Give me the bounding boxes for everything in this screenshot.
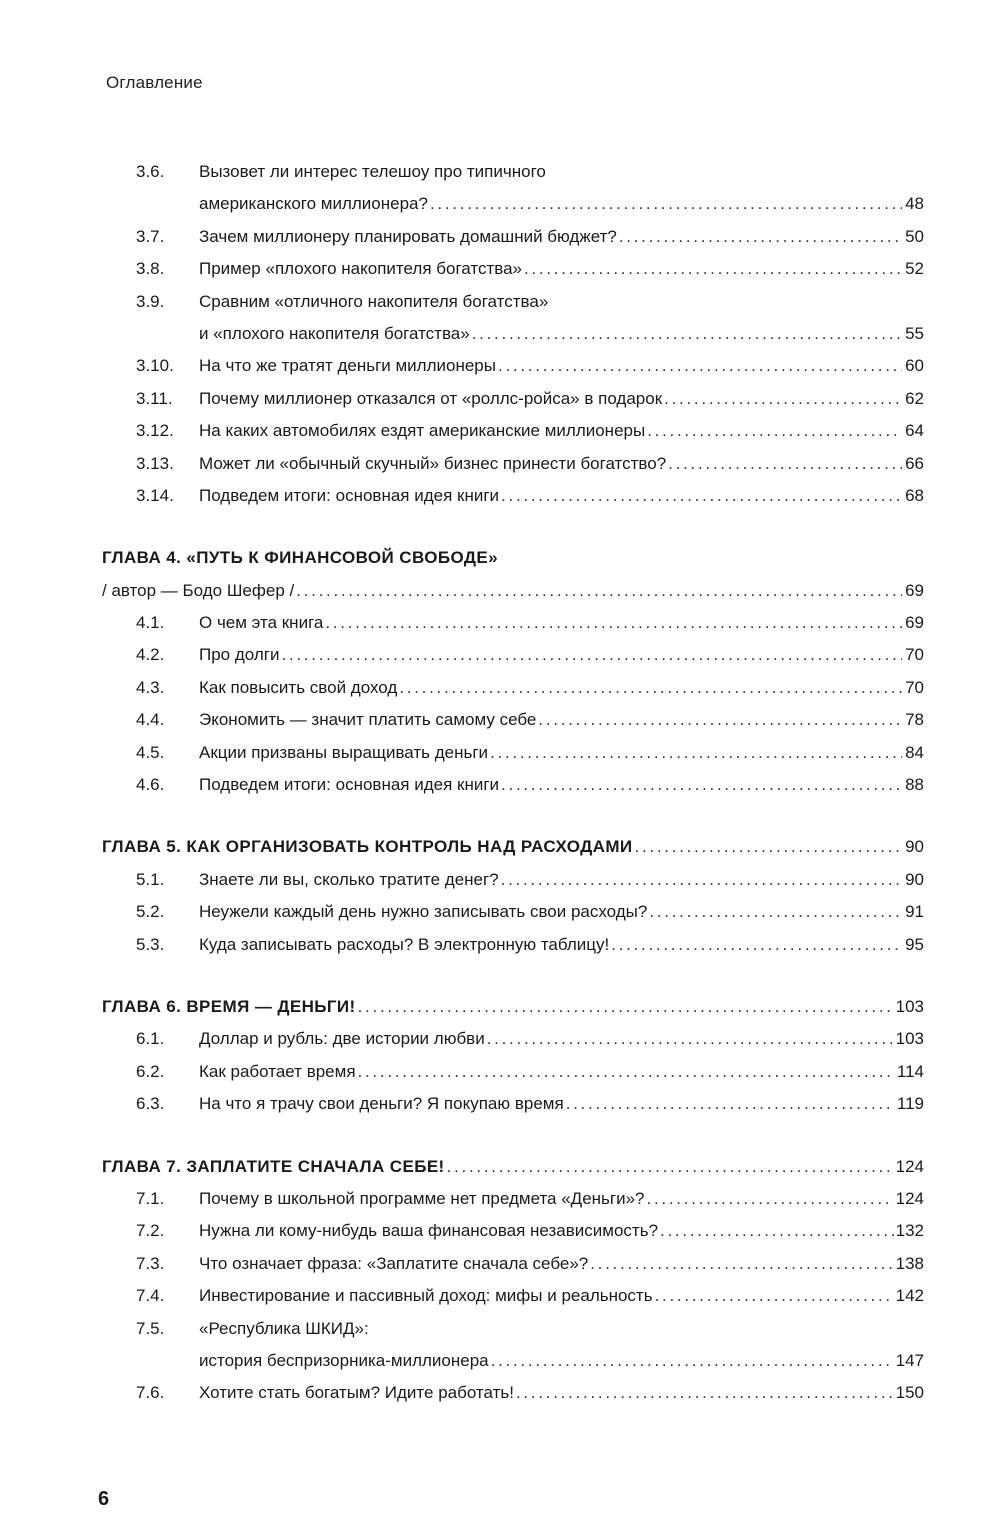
section-number: 3.10. [136, 356, 174, 376]
chapter-heading[interactable]: ГЛАВА 5 . КАК ОРГАНИЗОВАТЬ КОНТРОЛЬ НАД РАСХОДАМИ . . . 90 [102, 831, 924, 863]
section-number: 3.11. [136, 388, 173, 408]
section-title: На что же тратят деньги миллионеры [199, 356, 496, 376]
leader-dots [649, 896, 902, 928]
page-ref: 90 [905, 837, 924, 857]
leader-dots [498, 350, 902, 382]
leader-dots [647, 415, 902, 447]
section-number: 4.6. [136, 775, 165, 795]
section-number: 7.6. [136, 1383, 165, 1403]
leader-dots [472, 318, 902, 350]
running-head: Оглавление [106, 73, 203, 92]
chapter-heading[interactable]: ГЛАВА 6 . ВРЕМЯ — ДЕНЬГИ! . . . 103 [102, 991, 924, 1023]
toc-entry[interactable] [102, 1183, 924, 1215]
page-ref: 64 [905, 421, 924, 441]
leader-dots [566, 1088, 895, 1120]
section-number: 6.2. [136, 1061, 165, 1081]
leader-dots [635, 831, 902, 863]
toc-entry[interactable] [102, 1248, 924, 1280]
table-of-contents [102, 156, 924, 1440]
page-ref: 138 [895, 1253, 924, 1273]
section-title: Знаете ли вы, сколько тратите денег? [199, 869, 499, 889]
page-ref: 103 [895, 1029, 924, 1049]
page-ref: 114 [896, 1061, 924, 1081]
section-number: 3.14. [136, 485, 174, 505]
chapter-3-sections [102, 156, 924, 512]
toc-entry[interactable] [102, 1313, 924, 1345]
section-title: история беспризорника-миллионера [199, 1350, 489, 1370]
toc-entry-continuation[interactable] [102, 188, 924, 220]
toc-entry[interactable] [102, 383, 924, 415]
section-title: Что означает фраза: «Заплатите сначала себе»? [199, 1253, 589, 1273]
leader-dots [655, 1280, 894, 1312]
chapter-heading[interactable]: ГЛАВА 7 . ЗАПЛАТИТЕ СНАЧАЛА СЕБЕ! . . . 124 [102, 1151, 924, 1183]
section-number: 5.3. [136, 934, 165, 954]
section-title: О чем эта книга [199, 613, 324, 633]
toc-entry-continuation[interactable] [102, 318, 924, 350]
toc-entry[interactable] [102, 704, 924, 736]
leader-dots [490, 737, 902, 769]
page-ref: 119 [896, 1094, 924, 1114]
page-ref: 124 [895, 1156, 924, 1176]
page-ref: 55 [905, 323, 924, 343]
leader-dots [358, 991, 894, 1023]
leader-dots [619, 221, 902, 253]
leader-dots [664, 383, 902, 415]
author-line: / автор — Бодо Шефер / [102, 580, 295, 600]
leader-dots [281, 639, 902, 671]
toc-entry[interactable] [102, 1215, 924, 1247]
section-title: Акции призваны выращивать деньги [199, 742, 489, 762]
page-ref: 69 [905, 580, 924, 600]
page-ref: 70 [905, 645, 924, 665]
section-number: 4.5. [136, 742, 165, 762]
section-title: Экономить — значит платить самому себе [199, 710, 537, 730]
toc-entry[interactable] [102, 929, 924, 961]
page-ref: 66 [905, 453, 924, 473]
leader-dots [487, 1023, 894, 1055]
section-number: 3.13. [136, 453, 174, 473]
page-ref: 88 [905, 775, 924, 795]
section-number: 7.5. [136, 1318, 165, 1338]
page-ref: 142 [895, 1286, 924, 1306]
toc-entry[interactable] [102, 672, 924, 704]
section-title: Пример «плохого накопителя богатства» [199, 259, 522, 279]
leader-dots [660, 1215, 894, 1247]
toc-entry[interactable] [102, 607, 924, 639]
section-title: Неужели каждый день нужно записывать свои расходы? [199, 902, 648, 922]
page-ref: 103 [895, 996, 924, 1016]
page-ref: 147 [895, 1350, 924, 1370]
section-number: 7.2. [136, 1221, 165, 1241]
toc-entry[interactable] [102, 221, 924, 253]
page-ref: 68 [905, 485, 924, 505]
section-title: Как работает время [199, 1061, 356, 1081]
toc-entry-continuation[interactable] [102, 1345, 924, 1377]
leader-dots [647, 1183, 894, 1215]
leader-dots [296, 575, 902, 607]
section-number: 4.2. [136, 645, 165, 665]
toc-entry[interactable] [102, 1056, 924, 1088]
toc-entry[interactable] [102, 350, 924, 382]
section-number: 7.1. [136, 1188, 165, 1208]
page-ref: 52 [905, 259, 924, 279]
toc-entry[interactable] [102, 1377, 924, 1409]
toc-entry[interactable] [102, 639, 924, 671]
chapter-title: «ПУТЬ К ФИНАНСОВОЙ СВОБОДЕ» [186, 548, 498, 568]
toc-entry[interactable] [102, 415, 924, 447]
page-ref: 95 [905, 934, 924, 954]
section-title: Инвестирование и пассивный доход: мифы и реальность [199, 1286, 653, 1306]
toc-entry[interactable] [102, 253, 924, 285]
toc-entry[interactable] [102, 156, 924, 188]
section-number: 3.6. [136, 162, 165, 181]
chapter-label: ГЛАВА 5 [102, 837, 177, 857]
section-number: 3.9. [136, 291, 165, 311]
leader-dots [611, 929, 902, 961]
leader-dots [516, 1377, 894, 1409]
page-ref: 70 [905, 677, 924, 697]
toc-entry[interactable] [102, 737, 924, 769]
section-title: Почему миллионер отказался от «роллс-ройса» в подарок [199, 388, 663, 408]
leader-dots [491, 1345, 894, 1377]
section-title: и «плохого накопителя богатства» [199, 323, 470, 343]
toc-entry[interactable] [102, 864, 924, 896]
section-title: Хотите стать богатым? Идите работать! [199, 1383, 514, 1403]
section-title: Куда записывать расходы? В электронную таблицу! [199, 934, 610, 954]
page-ref: 124 [895, 1188, 924, 1208]
section-title: «Республика ШКИД»: [199, 1318, 369, 1338]
section-title: Зачем миллионеру планировать домашний бюджет? [199, 226, 617, 246]
leader-dots [447, 1151, 894, 1183]
section-number: 7.3. [136, 1253, 165, 1273]
section-number: 5.2. [136, 902, 165, 922]
section-number: 4.1. [136, 613, 165, 633]
leader-dots [501, 480, 902, 512]
toc-entry[interactable] [102, 448, 924, 480]
toc-entry[interactable] [102, 769, 924, 801]
toc-entry[interactable] [102, 480, 924, 512]
section-number: 3.7. [136, 226, 165, 246]
page-ref: 50 [905, 226, 924, 246]
section-number: 3.8. [136, 259, 165, 279]
section-title: Как повысить свой доход [199, 677, 398, 697]
section-title: Вызовет ли интерес телешоу про типичного [199, 162, 546, 181]
section-title: американского миллионера? [199, 194, 428, 214]
page-ref: 48 [905, 194, 924, 214]
toc-entry[interactable] [102, 1088, 924, 1120]
chapter-title: КАК ОРГАНИЗОВАТЬ КОНТРОЛЬ НАД РАСХОДАМИ [186, 837, 633, 857]
page-ref: 91 [905, 902, 924, 922]
chapter-label: ГЛАВА 7 [102, 1156, 177, 1176]
leader-dots [524, 253, 902, 285]
page-ref: 69 [905, 613, 924, 633]
section-title: Почему в школьной программе нет предмета «Деньги»? [199, 1188, 645, 1208]
section-title: Подведем итоги: основная идея книги [199, 775, 500, 795]
section-title: Может ли «обычный скучный» бизнес принести богатство? [199, 453, 667, 473]
section-title: Подведем итоги: основная идея книги [199, 485, 500, 505]
chapter-heading[interactable]: ГЛАВА 4 . «ПУТЬ К ФИНАНСОВОЙ СВОБОДЕ» [102, 542, 924, 574]
leader-dots [668, 448, 902, 480]
section-number: 5.1. [136, 869, 165, 889]
section-number: 3.12. [136, 421, 174, 441]
chapter-4 [102, 542, 924, 801]
page-ref: 132 [895, 1221, 924, 1241]
toc-entry[interactable] [102, 286, 924, 318]
section-title: Про долги [199, 645, 280, 665]
page-ref: 150 [895, 1383, 924, 1403]
section-title: Сравним «отличного накопителя богатства» [199, 291, 549, 311]
section-title: На что я трачу свои деньги? Я покупаю время [199, 1094, 564, 1114]
chapter-6 [102, 991, 924, 1121]
leader-dots [538, 704, 902, 736]
chapter-author-line[interactable] [102, 575, 924, 607]
page-ref: 78 [905, 710, 924, 730]
leader-dots [325, 607, 902, 639]
chapter-label: ГЛАВА 4 [102, 548, 177, 568]
toc-entry[interactable] [102, 896, 924, 928]
page-ref: 84 [905, 742, 924, 762]
section-title: Доллар и рубль: две истории любви [199, 1029, 485, 1049]
section-title: Нужна ли кому-нибудь ваша финансовая независимость? [199, 1221, 659, 1241]
chapter-title: ВРЕМЯ — ДЕНЬГИ! [186, 996, 356, 1016]
leader-dots [501, 864, 902, 896]
section-number: 4.4. [136, 710, 165, 730]
section-number: 6.3. [136, 1094, 165, 1114]
chapter-label: ГЛАВА 6 [102, 996, 177, 1016]
leader-dots [358, 1056, 895, 1088]
page-number: 6 [98, 1488, 110, 1510]
page-ref: 60 [905, 356, 924, 376]
leader-dots [501, 769, 902, 801]
toc-entry[interactable] [102, 1023, 924, 1055]
page-ref: 62 [905, 388, 924, 408]
page-ref: 90 [905, 869, 924, 889]
chapter-5 [102, 831, 924, 961]
chapter-7 [102, 1151, 924, 1410]
section-title: На каких автомобилях ездят американские миллионеры [199, 421, 646, 441]
section-number: 7.4. [136, 1286, 165, 1306]
leader-dots [399, 672, 902, 704]
leader-dots [430, 188, 902, 220]
section-number: 6.1. [136, 1029, 165, 1049]
leader-dots [590, 1248, 893, 1280]
section-number: 4.3. [136, 677, 165, 697]
chapter-title: ЗАПЛАТИТЕ СНАЧАЛА СЕБЕ! [186, 1156, 445, 1176]
toc-entry[interactable] [102, 1280, 924, 1312]
